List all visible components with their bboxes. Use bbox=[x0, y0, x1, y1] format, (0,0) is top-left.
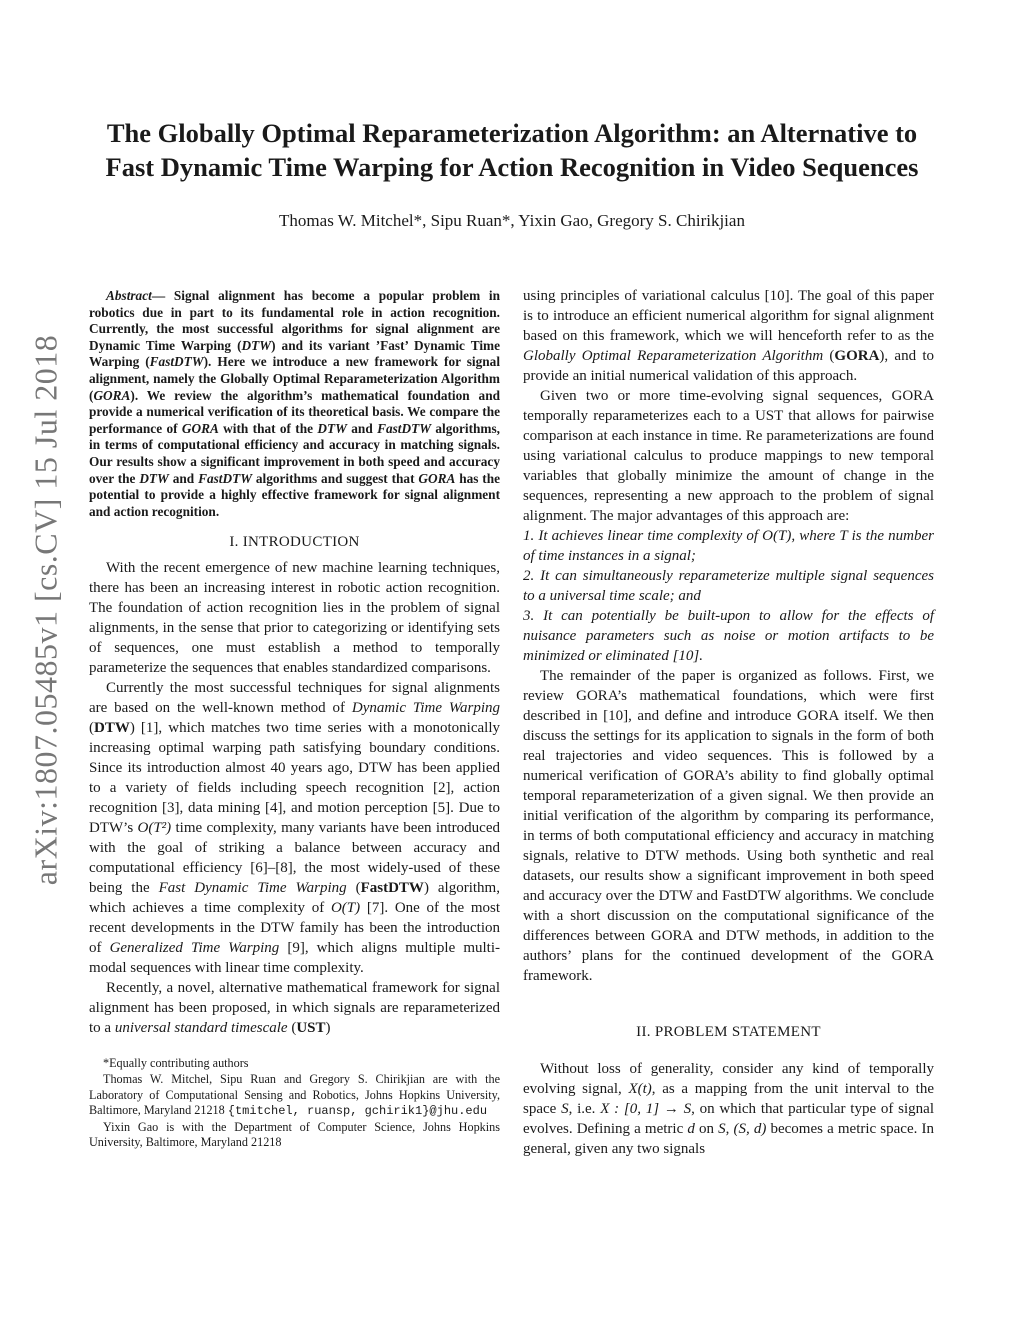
author-list: Thomas W. Mitchel*, Sipu Ruan*, Yixin Gao, Gregory S. Chirikjian bbox=[279, 211, 745, 230]
right-paragraph-3: The remainder of the paper is organized as follows. First, we review GORA’s mathematical foundations, which were first described in [10], and define and introduce GORA itself. We then discuss the settings for its application to signals in the form of both real trajectories and video sequences. This is followed by a numerical verification of GORA’s ability to find globally optimal temporal reparameterization of a given signal. We then provide an initial verification of the algorithm by comparing its performance, in terms of both computational efficiency and accuracy in matching signals, relative to DTW methods. Using both synthetic and real datasets, our results show a significant improvement in both speed and accuracy over the DTW and FastDTW algorithms. We conclude with a short discussion on the computational significance of the differences between GORA and DTW methods, in addition to the authors’ plans for the continued development of the GORA framework. bbox=[523, 668, 934, 984]
intro-paragraph-1: With the recent emergence of new machine learning techniques, there has been an increasing interest in robotic action recognition. The foundation of action recognition lies in the problem of signal alignments, in the sense that prior to categorizing or identifying sets of sequences, one must establish a method to temporally parameterize the sequences that enables standardized comparisons. bbox=[89, 560, 500, 677]
left-column bbox=[89, 288, 500, 1151]
footnote-affiliation-1: Thomas W. Mitchel, Sipu Ruan and Gregory S. Chirikjian are with the Laboratory of Computational Sensing and Robotics, Johns Hopkins University, Baltimore, Maryland 21218 {tmitchel, ruansp, gchirik1}@jhu.edu bbox=[89, 1071, 500, 1119]
paper-title bbox=[60, 116, 964, 184]
footnote-affiliation-2: Yixin Gao is with the Department of Computer Science, Johns Hopkins University, Baltimore, Maryland 21218 bbox=[89, 1119, 500, 1150]
right-column bbox=[523, 286, 934, 1159]
problem-paragraph-1: Without loss of generality, consider any kind of temporally evolving signal, X(t), as a mapping from the unit interval to the space S, i.e. X : [0, 1] → S, on which that particular type of signal evolves. Defining a metric d on S, (S, d) becomes a metric space. In general, given any two signals bbox=[523, 1061, 934, 1157]
intro-paragraph-2: Currently the most successful techniques for signal alignments are based on the well-known method of Dynamic Time Warping (DTW) [1], which matches two time series with a monotonically increasing optimal warping path satisfying boundary conditions. Since its introduction almost 40 years ago, DTW has been applied to a variety of fields including speech recognition [2], action recognition [3], data mining [4], and motion perception [5]. Due to DTW’s O(T²) time complexity, many variants have been introduced with the goal of striking a balance between accuracy and computational efficiency [6]–[8], the most widely-used of these being the Fast Dynamic Time Warping (FastDTW) algorithm, which achieves a time complexity of O(T) [7]. One of the most recent developments in the DTW family has been the introduction of Generalized Time Warping [9], which aligns multiple multi-modal sequences with linear time complexity. bbox=[89, 680, 501, 977]
title-line-1: The Globally Optimal Reparameterization Algorithm: an Alternative to bbox=[106, 118, 918, 148]
list-item: 1. It achieves linear time complexity of O(T), where T is the number of time instances in a signal; bbox=[523, 528, 934, 564]
title-line-2: Fast Dynamic Time Warping for Action Recognition in Video Sequences bbox=[105, 152, 919, 182]
footnote-equal-contribution: *Equally contributing authors bbox=[103, 1056, 249, 1071]
abstract-lead: Abstract bbox=[106, 288, 152, 303]
abstract: Abstract— Signal alignment has become a popular problem in robotics due in part to its fundamental role in action recognition. Currently, the most successful algorithms for signal alignment are Dynamic Time Warping (DTW) and its variant ’Fast’ Dynamic Time Warping (FastDTW). Here we introduce a new framework for signal alignment, namely the Globally Optimal Reparameterization Algorithm (GORA). We review the algorithm’s mathematical foundation and provide a numerical verification of its theoretical basis. We compare the performance of GORA with that of the DTW and FastDTW algorithms, in terms of computational efficiency and accuracy in matching signals. Our results show a significant improvement in both speed and accuracy over the DTW and FastDTW algorithms and suggest that GORA has the potential to provide a highly effective framework for signal alignment and action recognition. bbox=[89, 288, 501, 519]
arxiv-stamp: arXiv:1807.05485v1 [cs.CV] 15 Jul 2018 bbox=[27, 334, 64, 886]
advantages-list bbox=[523, 526, 934, 666]
intro-paragraph-3: Recently, a novel, alternative mathematical framework for signal alignment has been proposed, in which signals are reparameterized to a universal standard timescale (UST) bbox=[89, 980, 500, 1037]
list-item: 3. It can potentially be built-upon to allow for the effects of nuisance parameters such as noise or motion artifacts to be minimized or eliminated [10]. bbox=[523, 608, 934, 664]
right-paragraph-2: Given two or more time-evolving signal sequences, GORA temporally reparameterizes each to a UST that allows for pairwise comparison at each instance in time. Re parameterizations are found using variational calculus to produce mappings to new temporal variables that globally minimize the amount of change in the sequences, representing a new approach to the problem of signal alignment. The major advantages of this approach are: bbox=[523, 388, 934, 524]
footnotes bbox=[89, 1056, 500, 1151]
list-item: 2. It can simultaneously reparameterize multiple signal sequences to a universal time scale; and bbox=[523, 568, 934, 604]
section-heading-introduction: I. INTRODUCTION bbox=[229, 534, 360, 551]
section-heading-problem-statement: II. PROBLEM STATEMENT bbox=[636, 1024, 821, 1040]
author-emails[interactable]: {tmitchel, ruansp, gchirik1}@jhu.edu bbox=[227, 1104, 488, 1119]
right-paragraph-1: using principles of variational calculus [10]. The goal of this paper is to introduce an efficient numerical algorithm for signal alignment based on this framework, which we will henceforth refer to as the Globally Optimal Reparameterization Algorithm (GORA), and to provide an initial numerical validation of this approach. bbox=[523, 288, 935, 384]
